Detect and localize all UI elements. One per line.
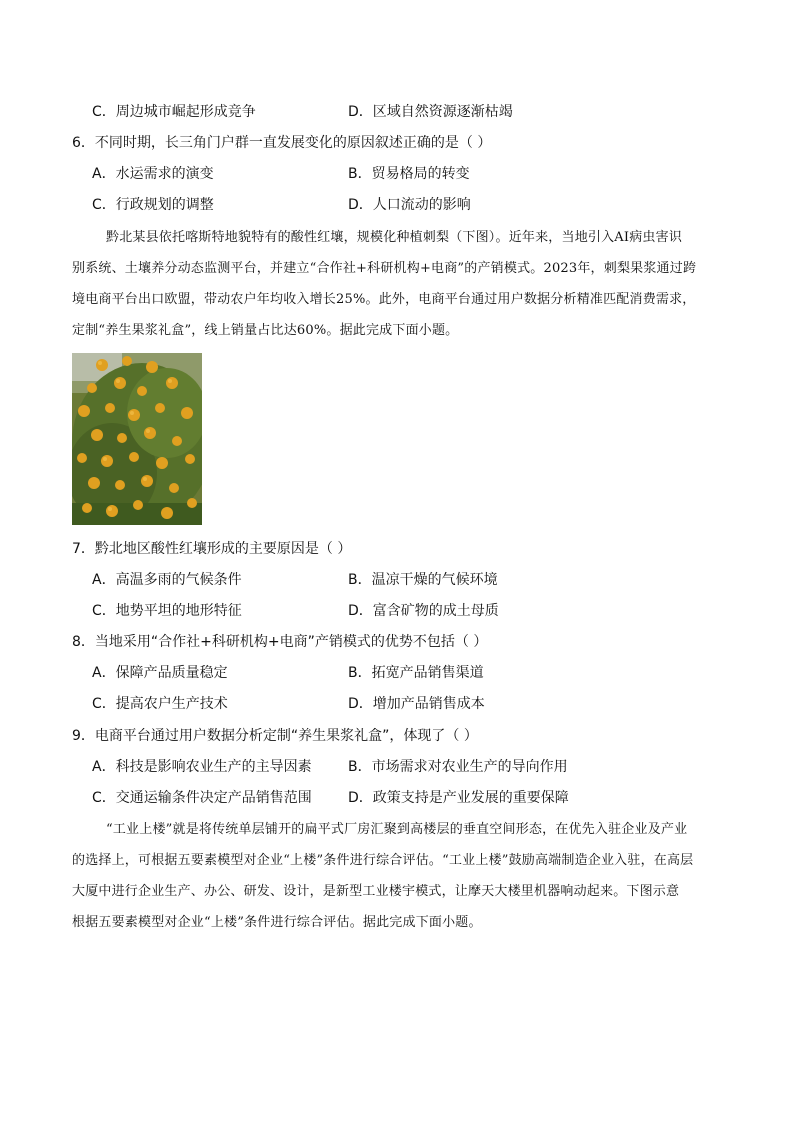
q5-option-d: D．区域自然资源逐渐枯竭	[348, 104, 513, 120]
passage1-line-1: 黔北某县依托喀斯特地貌特有的酸性红壤，规模化种植刺梨（下图）。近年来，当地引入AI病虫害识	[106, 230, 683, 245]
q7-option-a: A．高温多雨的气候条件	[92, 572, 242, 588]
passage1-line-3: 境电商平台出口欧盟，带动农户年均收入增长25%。此外，电商平台通过用户数据分析精准匹配消费需求，	[72, 292, 696, 307]
q6-option-a: A．水运需求的演变	[92, 166, 214, 182]
q7-option-c: C．地势平坦的地形特征	[92, 603, 242, 619]
q8-stem: 8．当地采用“合作社+科研机构+电商”产销模式的优势不包括（ ）	[72, 634, 488, 650]
q6-option-b: B．贸易格局的转变	[348, 166, 470, 182]
passage2-line-1: “工业上楼”就是将传统单层铺开的扁平式厂房汇聚到高楼层的垂直空间形态，在优先入驻企业及产业	[106, 822, 688, 837]
q6-option-c: C．行政规划的调整	[92, 197, 214, 213]
q8-option-a: A．保障产品质量稳定	[92, 665, 228, 681]
q6-option-d: D．人口流动的影响	[348, 197, 471, 213]
q9-option-c: C．交通运输条件决定产品销售范围	[92, 790, 312, 806]
passage2-line-3: 大厦中进行企业生产、办公、研发、设计，是新型工业楼宇模式，让摩天大楼里机器响动起来。下图示意	[72, 884, 680, 899]
q8-option-c: C．提高农户生产技术	[92, 696, 228, 712]
q8-option-b: B．拓宽产品销售渠道	[348, 665, 484, 681]
q7-option-d: D．富含矿物的成土母质	[348, 603, 499, 619]
cili-fruit-photo	[72, 353, 202, 525]
passage2-line-4: 根据五要素模型对企业“上楼”条件进行综合评估。据此完成下面小题。	[72, 915, 482, 930]
q5-option-c: C．周边城市崛起形成竞争	[92, 104, 256, 120]
q9-option-b: B．市场需求对农业生产的导向作用	[348, 759, 568, 775]
q6-stem: 6．不同时期，长三角门户群一直发展变化的原因叙述正确的是（ ）	[72, 135, 492, 151]
passage1-line-4: 定制“养生果浆礼盒”，线上销量占比达60%。据此完成下面小题。	[72, 323, 459, 338]
passage2-line-2: 的选择上，可根据五要素模型对企业“上楼”条件进行综合评估。“工业上楼”鼓励高端制造企业入驻，在高层	[72, 853, 694, 868]
q9-option-d: D．政策支持是产业发展的重要保障	[348, 790, 569, 806]
q8-option-d: D．增加产品销售成本	[348, 696, 485, 712]
q7-stem: 7．黔北地区酸性红壤形成的主要原因是（ ）	[72, 541, 352, 557]
q9-stem: 9．电商平台通过用户数据分析定制“养生果浆礼盒”，体现了（ ）	[72, 728, 478, 744]
q9-option-a: A．科技是影响农业生产的主导因素	[92, 759, 312, 775]
q7-option-b: B．温凉干燥的气候环境	[348, 572, 498, 588]
passage1-line-2: 别系统、土壤养分动态监测平台，并建立“合作社+科研机构+电商”的产销模式。2023年，刺梨果浆通过跨	[72, 261, 697, 276]
